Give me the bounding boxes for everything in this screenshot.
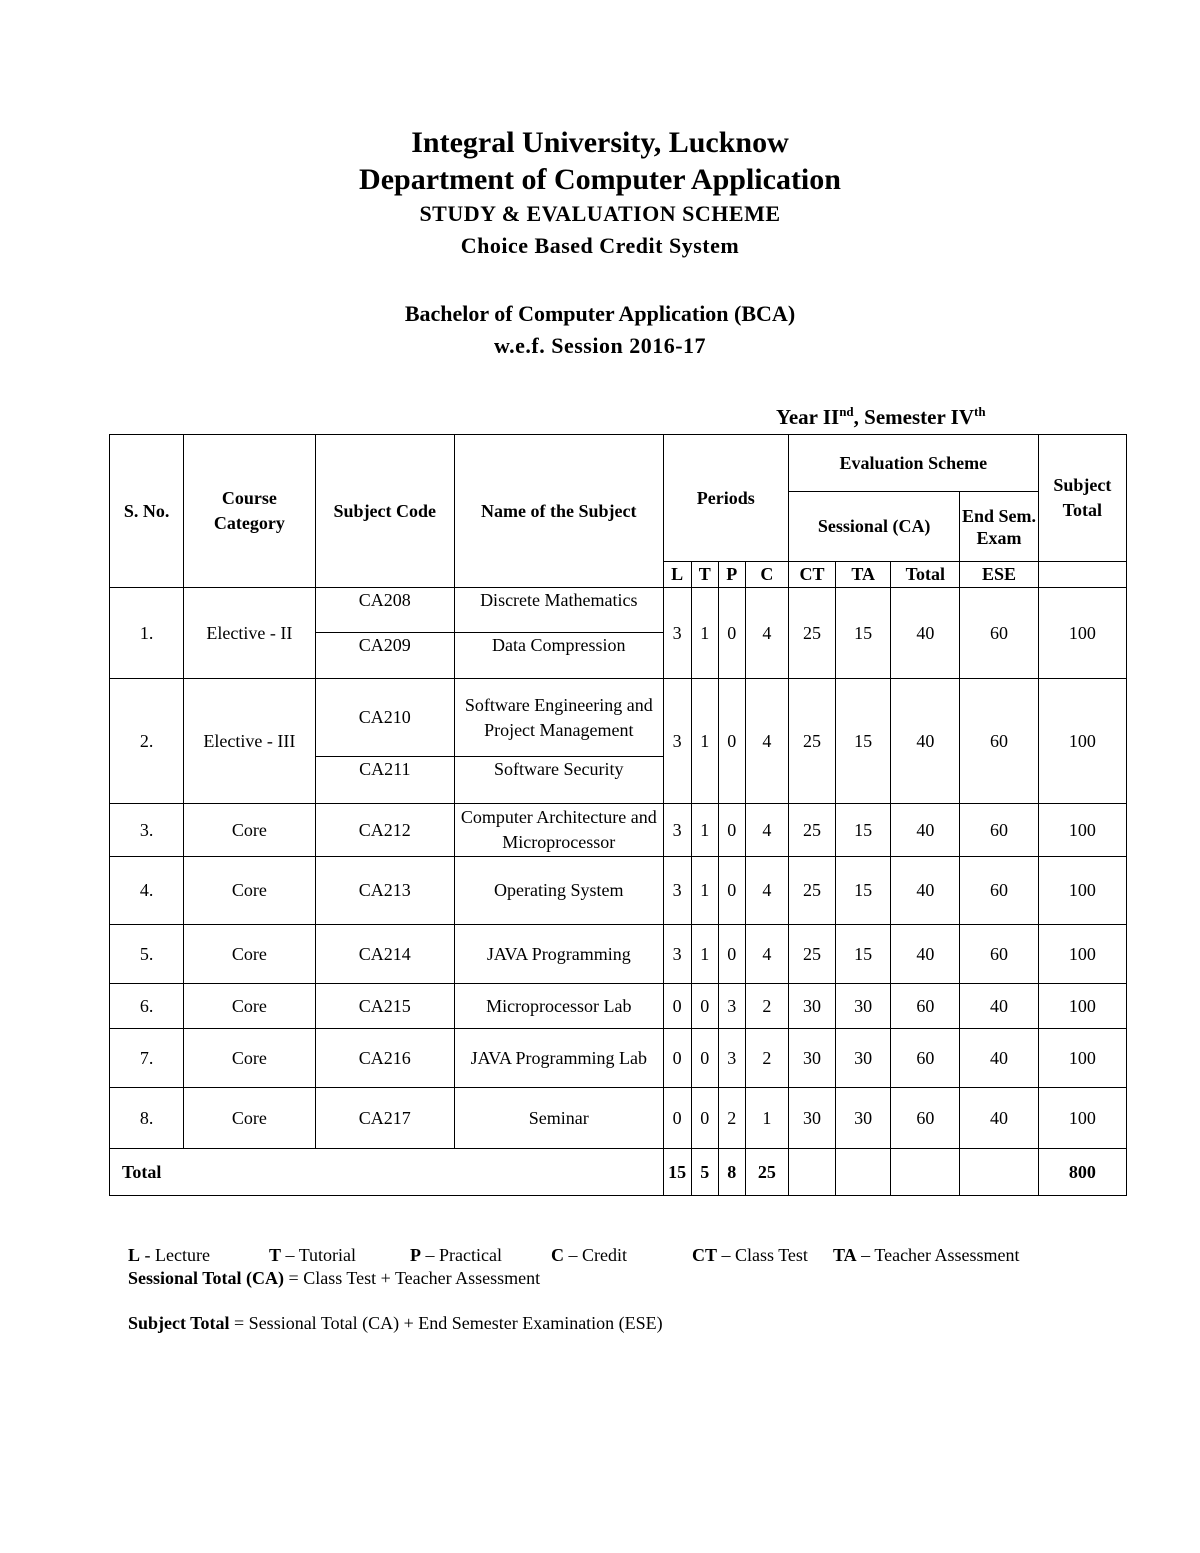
code-cell: CA216 [315,1029,454,1088]
col-l: L [663,562,691,588]
code-cell: CA211 [315,757,454,804]
l-cell: 3 [663,925,691,984]
legend-abbrev-line: L - Lecture T – Tutorial P – Practical C – Credit CT – Class Test TA – Teacher Assessment [128,1245,1020,1265]
legend [128,1244,1020,1335]
ct-cell: 25 [788,804,835,857]
col-ta: TA [836,562,891,588]
name-cell: Operating System [454,857,663,925]
programme-title: Bachelor of Computer Application (BCA) [404,301,796,326]
ta-cell: 15 [836,588,891,679]
ta-cell: 30 [836,1029,891,1088]
sno-cell: 4. [110,857,184,925]
category-cell: Core [184,984,315,1029]
code-cell: CA210 [315,679,454,757]
total-ta-cell [836,1149,891,1196]
header-row-1 [110,435,1127,492]
sno-cell: 7. [110,1029,184,1088]
code-cell: CA208 [315,588,454,633]
name-cell: Software Security [454,757,663,804]
code-cell: CA215 [315,984,454,1029]
total-cell: 40 [891,679,960,804]
subject-total-cell: 100 [1038,984,1126,1029]
total-c-cell: 25 [745,1149,788,1196]
ta-cell: 15 [836,679,891,804]
l-cell: 3 [663,857,691,925]
total-cell: 60 [891,984,960,1029]
p-cell: 2 [718,1088,745,1149]
ese-cell: 60 [960,857,1038,925]
ta-cell: 15 [836,857,891,925]
total-cell: 40 [891,925,960,984]
legend-sessional-line: Sessional Total (CA) = Class Test + Teacher Assessment [128,1268,541,1288]
table-row [110,925,1127,984]
year-semester-label: Year IInd, Semester IVth [776,404,986,429]
t-cell: 1 [691,857,718,925]
code-cell: CA217 [315,1088,454,1149]
sno-cell: 5. [110,925,184,984]
total-cell: 60 [891,1029,960,1088]
t-cell: 0 [691,1029,718,1088]
total-cell: 40 [891,588,960,679]
ct-cell: 25 [788,857,835,925]
col-code: Subject Code [315,435,454,588]
total-total-cell [891,1149,960,1196]
p-cell: 0 [718,925,745,984]
total-t-cell: 5 [691,1149,718,1196]
col-category: Course Category [184,435,315,588]
c-cell: 4 [745,588,788,679]
ese-cell: 40 [960,1088,1038,1149]
t-cell: 1 [691,804,718,857]
ta-cell: 30 [836,984,891,1029]
code-cell: CA214 [315,925,454,984]
totals-row [110,1149,1127,1196]
subject-total-cell: 100 [1038,679,1126,804]
c-cell: 4 [745,804,788,857]
code-cell: CA212 [315,804,454,857]
col-ese: ESE [960,562,1038,588]
c-cell: 1 [745,1088,788,1149]
sno-cell: 3. [110,804,184,857]
table-row [110,804,1127,857]
c-cell: 4 [745,679,788,804]
col-periods: Periods [663,435,788,562]
sno-cell: 2. [110,679,184,804]
ta-cell: 15 [836,804,891,857]
scheme-title: STUDY & EVALUATION SCHEME [419,201,781,226]
col-total: Total [891,562,960,588]
name-cell: Seminar [454,1088,663,1149]
ct-cell: 25 [788,588,835,679]
l-cell: 0 [663,1088,691,1149]
category-cell: Core [184,1088,315,1149]
ese-cell: 40 [960,984,1038,1029]
name-cell: Computer Architecture and Microprocessor [454,804,663,857]
name-cell: Microprocessor Lab [454,984,663,1029]
t-cell: 1 [691,679,718,804]
total-ese-cell [960,1149,1038,1196]
l-cell: 0 [663,1029,691,1088]
t-cell: 0 [691,984,718,1029]
code-cell: CA209 [315,633,454,679]
system-title: Choice Based Credit System [460,233,740,258]
t-cell: 0 [691,1088,718,1149]
col-sno: S. No. [110,435,184,588]
c-cell: 2 [745,1029,788,1088]
p-cell: 0 [718,679,745,804]
ct-cell: 30 [788,1088,835,1149]
name-cell: JAVA Programming [454,925,663,984]
table-row [110,984,1127,1029]
col-name: Name of the Subject [454,435,663,588]
name-cell: Software Engineering and Project Management [454,679,663,757]
name-cell: Data Compression [454,633,663,679]
total-cell: 40 [891,857,960,925]
category-cell: Core [184,804,315,857]
total-cell: 40 [891,804,960,857]
p-cell: 3 [718,1029,745,1088]
subject-total-cell: 100 [1038,925,1126,984]
p-cell: 0 [718,588,745,679]
p-cell: 0 [718,857,745,925]
total-p-cell: 8 [718,1149,745,1196]
c-cell: 4 [745,857,788,925]
ct-cell: 30 [788,984,835,1029]
category-cell: Core [184,1029,315,1088]
document-header [0,124,1200,362]
total-ct-cell [788,1149,835,1196]
ese-cell: 60 [960,925,1038,984]
c-cell: 2 [745,984,788,1029]
subject-total-cell: 100 [1038,1088,1126,1149]
evaluation-scheme-table [109,434,1127,1196]
sno-cell: 8. [110,1088,184,1149]
col-c: C [745,562,788,588]
category-cell: Core [184,925,315,984]
c-cell: 4 [745,925,788,984]
col-p: P [718,562,745,588]
totals-label: Total [110,1149,664,1196]
ese-cell: 60 [960,679,1038,804]
ct-cell: 25 [788,679,835,804]
ct-cell: 25 [788,925,835,984]
subject-total-cell: 100 [1038,1029,1126,1088]
table-row [110,1029,1127,1088]
category-cell: Elective - II [184,588,315,679]
col-t: T [691,562,718,588]
category-cell: Elective - III [184,679,315,804]
table-row [110,857,1127,925]
university-title: Integral University, Lucknow [411,126,789,159]
col-sessional: Sessional (CA) [788,492,959,562]
col-eval: Evaluation Scheme [788,435,1038,492]
subject-total-cell: 100 [1038,804,1126,857]
col-ct: CT [788,562,835,588]
total-cell: 60 [891,1088,960,1149]
name-cell: JAVA Programming Lab [454,1029,663,1088]
category-cell: Core [184,857,315,925]
l-cell: 3 [663,588,691,679]
total-l-cell: 15 [663,1149,691,1196]
code-cell: CA213 [315,857,454,925]
department-title: Department of Computer Application [359,163,841,196]
session-title: w.e.f. Session 2016-17 [493,333,707,358]
ta-cell: 30 [836,1088,891,1149]
l-cell: 3 [663,804,691,857]
name-cell: Discrete Mathematics [454,588,663,633]
sno-cell: 1. [110,588,184,679]
l-cell: 3 [663,679,691,804]
legend-subject-line: Subject Total = Sessional Total (CA) + End Semester Examination (ESE) [128,1313,663,1333]
table-row [110,588,1127,633]
subject-total-cell: 100 [1038,857,1126,925]
l-cell: 0 [663,984,691,1029]
ese-cell: 40 [960,1029,1038,1088]
table-row [110,1088,1127,1149]
table-row [110,679,1127,757]
total-subject-total-cell: 800 [1038,1149,1126,1196]
col-subject-total: Subject Total [1038,435,1126,562]
p-cell: 3 [718,984,745,1029]
ct-cell: 30 [788,1029,835,1088]
ta-cell: 15 [836,925,891,984]
p-cell: 0 [718,804,745,857]
t-cell: 1 [691,925,718,984]
sno-cell: 6. [110,984,184,1029]
ese-cell: 60 [960,804,1038,857]
t-cell: 1 [691,588,718,679]
subject-total-cell: 100 [1038,588,1126,679]
ese-cell: 60 [960,588,1038,679]
col-end-sem: End Sem. Exam [960,492,1038,562]
